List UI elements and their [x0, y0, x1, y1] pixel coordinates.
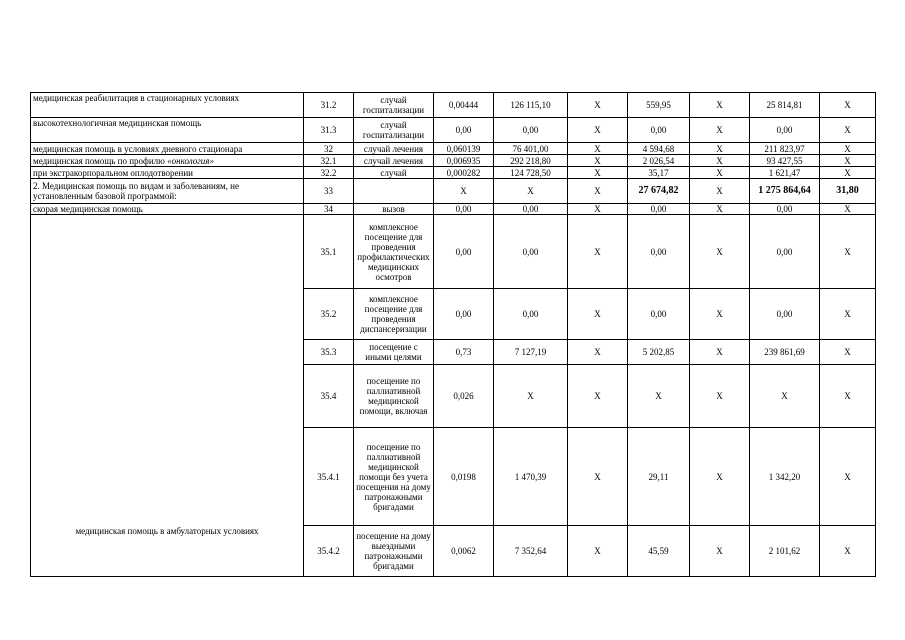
row-unit: вызов [354, 204, 434, 215]
cell-c9: Х [750, 365, 820, 428]
row-name: медицинская реабилитация в стационарных условиях [31, 93, 304, 118]
cell-c7: 5 202,85 [628, 340, 690, 365]
cell-c4: 0,00 [434, 289, 494, 340]
cell-c8: Х [690, 215, 750, 289]
cell-c5: 0,00 [494, 204, 568, 215]
cell-c8: Х [690, 155, 750, 167]
row-name: при экстракорпоральном оплодотворении [31, 167, 304, 179]
cell-c8: Х [690, 167, 750, 179]
cell-c5: 292 218,80 [494, 155, 568, 167]
cell-c9: 211 823,97 [750, 143, 820, 155]
cell-c5: 124 728,50 [494, 167, 568, 179]
cell-c4: Х [434, 179, 494, 204]
cell-c9: 1 275 864,64 [750, 179, 820, 204]
row-unit: комплексное посещение для проведения диспансеризации [354, 289, 434, 340]
cell-c5: Х [494, 179, 568, 204]
table-row [31, 93, 876, 118]
row-unit [354, 179, 434, 204]
cell-c6: Х [568, 204, 628, 215]
row-unit: случай лечения [354, 143, 434, 155]
cell-c10: Х [820, 340, 876, 365]
cell-c7: 0,00 [628, 204, 690, 215]
cell-c6: Х [568, 526, 628, 577]
row-unit: посещение с иными целями [354, 340, 434, 365]
row-name: медицинская помощь в условиях дневного стационара [31, 143, 304, 155]
cell-c4: 0,0062 [434, 526, 494, 577]
cell-c9: 93 427,55 [750, 155, 820, 167]
table-row [31, 155, 876, 167]
cell-c9: 0,00 [750, 118, 820, 143]
table-row [31, 143, 876, 155]
cell-c10: Х [820, 155, 876, 167]
cell-c4: 0,00 [434, 118, 494, 143]
cell-c6: Х [568, 428, 628, 526]
row-unit: комплексное посещение для проведения профилактических медицинских осмотров [354, 215, 434, 289]
row-code: 35.3 [304, 340, 354, 365]
cell-c7: 45,59 [628, 526, 690, 577]
cell-c6: Х [568, 365, 628, 428]
row-unit: посещение по паллиативной медицинской помощи без учета посещения на дому патронажными бригадами [354, 428, 434, 526]
row-name: высокотехнологичная медицинская помощь [31, 118, 304, 143]
row-code: 34 [304, 204, 354, 215]
cell-c4: 0,73 [434, 340, 494, 365]
row-code: 32.2 [304, 167, 354, 179]
cell-c4: 0,00 [434, 215, 494, 289]
row-name: 2. Медицинская помощь по видам и заболеваниям, не установленным базовой программой: [31, 179, 304, 204]
row-code: 35.4.1 [304, 428, 354, 526]
cell-c8: Х [690, 179, 750, 204]
cell-c8: Х [690, 526, 750, 577]
table-row [31, 204, 876, 215]
row-unit: случай госпитализации [354, 118, 434, 143]
row-unit: случай госпитализации [354, 93, 434, 118]
cell-c10: Х [820, 215, 876, 289]
cell-c9: 1 621,47 [750, 167, 820, 179]
row-code: 35.2 [304, 289, 354, 340]
row-code: 33 [304, 179, 354, 204]
row-name-prefix: медицинская помощь по профилю [33, 155, 168, 166]
row-code: 31.2 [304, 93, 354, 118]
cell-c4: 0,0198 [434, 428, 494, 526]
table-row [31, 179, 876, 204]
row-code: 35.1 [304, 215, 354, 289]
cell-c10: Х [820, 204, 876, 215]
ambulatory-name: медицинская помощь в амбулаторных условиях [31, 215, 304, 577]
cell-c10: Х [820, 365, 876, 428]
cell-c5: 0,00 [494, 118, 568, 143]
row-unit: случай лечения [354, 155, 434, 167]
cell-c6: Х [568, 167, 628, 179]
cell-c8: Х [690, 340, 750, 365]
cell-c7: 559,95 [628, 93, 690, 118]
cell-c9: 2 101,62 [750, 526, 820, 577]
row-unit: посещение на дому выездными патронажными бригадами [354, 526, 434, 577]
tariff-table [30, 92, 876, 577]
cell-c5: 1 470,39 [494, 428, 568, 526]
cell-c5: 76 401,00 [494, 143, 568, 155]
cell-c6: Х [568, 118, 628, 143]
cell-c5: 7 352,64 [494, 526, 568, 577]
cell-c10: Х [820, 143, 876, 155]
cell-c8: Х [690, 289, 750, 340]
cell-c7: 29,11 [628, 428, 690, 526]
cell-c7: 0,00 [628, 118, 690, 143]
cell-c6: Х [568, 155, 628, 167]
cell-c8: Х [690, 365, 750, 428]
cell-c10: Х [820, 526, 876, 577]
cell-c9: 0,00 [750, 289, 820, 340]
table-row [31, 167, 876, 179]
cell-c6: Х [568, 340, 628, 365]
cell-c5: 0,00 [494, 289, 568, 340]
table-row [31, 215, 876, 289]
row-code: 32.1 [304, 155, 354, 167]
cell-c10: Х [820, 428, 876, 526]
cell-c8: Х [690, 118, 750, 143]
row-code: 32 [304, 143, 354, 155]
cell-c7: 27 674,82 [628, 179, 690, 204]
cell-c5: Х [494, 365, 568, 428]
cell-c10: Х [820, 118, 876, 143]
cell-c9: 0,00 [750, 215, 820, 289]
cell-c5: 7 127,19 [494, 340, 568, 365]
cell-c4: 0,00 [434, 204, 494, 215]
row-unit: случай [354, 167, 434, 179]
cell-c7: Х [628, 365, 690, 428]
row-unit: посещение по паллиативной медицинской помощи, включая [354, 365, 434, 428]
cell-c10: Х [820, 289, 876, 340]
cell-c4: 0,006935 [434, 155, 494, 167]
cell-c4: 0,00444 [434, 93, 494, 118]
cell-c7: 35,17 [628, 167, 690, 179]
cell-c6: Х [568, 289, 628, 340]
cell-c9: 0,00 [750, 204, 820, 215]
row-name [31, 155, 304, 167]
cell-c8: Х [690, 204, 750, 215]
cell-c6: Х [568, 93, 628, 118]
row-name-italic: «онкология» [167, 155, 214, 166]
cell-c7: 0,00 [628, 215, 690, 289]
cell-c4: 0,026 [434, 365, 494, 428]
cell-c10: Х [820, 93, 876, 118]
cell-c9: 25 814,81 [750, 93, 820, 118]
cell-c8: Х [690, 428, 750, 526]
cell-c8: Х [690, 143, 750, 155]
cell-c7: 2 026,54 [628, 155, 690, 167]
row-code: 35.4 [304, 365, 354, 428]
cell-c6: Х [568, 143, 628, 155]
table-row [31, 118, 876, 143]
cell-c6: Х [568, 179, 628, 204]
cell-c10: Х [820, 167, 876, 179]
row-name: скорая медицинская помощь [31, 204, 304, 215]
cell-c9: 239 861,69 [750, 340, 820, 365]
cell-c5: 0,00 [494, 215, 568, 289]
cell-c7: 0,00 [628, 289, 690, 340]
cell-c9: 1 342,20 [750, 428, 820, 526]
cell-c4: 0,060139 [434, 143, 494, 155]
row-code: 31.3 [304, 118, 354, 143]
cell-c4: 0,000282 [434, 167, 494, 179]
cell-c7: 4 594,68 [628, 143, 690, 155]
cell-c8: Х [690, 93, 750, 118]
cell-c10: 31,80 [820, 179, 876, 204]
cell-c6: Х [568, 215, 628, 289]
row-code: 35.4.2 [304, 526, 354, 577]
cell-c5: 126 115,10 [494, 93, 568, 118]
